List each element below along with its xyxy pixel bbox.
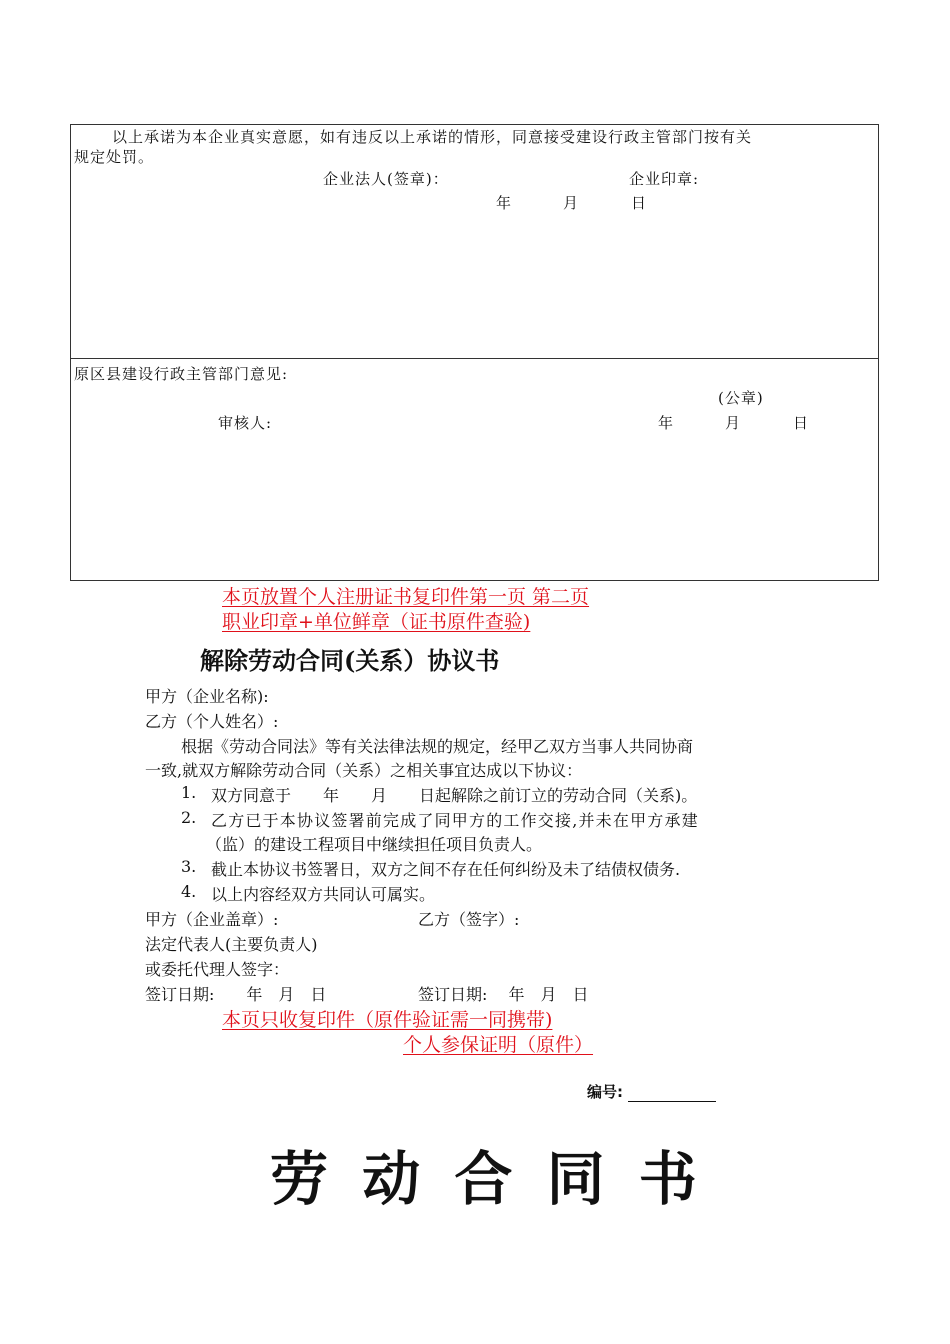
item-text: 以上内容经双方共同认可属实。	[211, 885, 436, 904]
contract-number-blank	[628, 1087, 716, 1102]
date-day-label: 日	[631, 194, 648, 212]
contract-number-label: 编号:	[587, 1083, 623, 1101]
item-number: 1.	[181, 783, 197, 802]
enterprise-seal-label: 企业印章:	[629, 170, 700, 188]
note-copy-only: 本页只收复印件（原件验证需一同携带)	[222, 1009, 553, 1031]
item-number: 4.	[181, 882, 197, 901]
contract-title: 劳 动 合 同 书	[270, 1145, 697, 1213]
agreement-title: 解除劳动合同(关系）协议书	[200, 646, 500, 675]
opinion-day-label: 日	[793, 414, 810, 432]
commitment-text-line2: 规定处罚。	[74, 148, 155, 166]
opinion-heading: 原区县建设行政主管部门意见:	[74, 365, 289, 383]
date-year-label: 年	[496, 194, 513, 212]
note-seal-verification: 职业印章+单位鲜章（证书原件查验)	[222, 611, 531, 633]
legal-rep-signature-label: 企业法人(签章)：	[323, 170, 449, 188]
agent-signature-label: 或委托代理人签字：	[145, 960, 290, 979]
item-text: 截止本协议书签署日，双方之间不存在任何纠纷及未了结债权债务.	[211, 860, 681, 879]
item-number: 2.	[181, 808, 197, 827]
sign-date-b: 签订日期: 年 月 日	[418, 985, 589, 1004]
item-text-continued: （监）的建设工程项目中继续担任项目负责人。	[206, 835, 543, 854]
note-insurance-proof: 个人参保证明（原件）	[403, 1034, 594, 1056]
opinion-year-label: 年	[658, 414, 675, 432]
party-a-label: 甲方（企业名称):	[145, 687, 269, 706]
item-text: 双方同意于 年 月 日起解除之前订立的劳动合同（关系)。	[211, 786, 698, 805]
party-b-label: 乙方（个人姓名）:	[145, 712, 279, 731]
contract-number-field	[587, 1081, 716, 1102]
opinion-month-label: 月	[725, 414, 742, 432]
official-seal-label: (公章)	[718, 389, 764, 407]
commitment-box	[70, 124, 879, 359]
reviewer-label: 审核人:	[218, 414, 273, 432]
agreement-intro-line1: 根据《劳动合同法》等有关法律法规的规定，经甲乙双方当事人共同协商	[181, 737, 694, 756]
legal-representative-label: 法定代表人(主要负责人)	[145, 935, 318, 954]
commitment-text-line1: 以上承诺为本企业真实意愿，如有违反以上承诺的情形，同意接受建设行政主管部门按有关	[112, 128, 753, 146]
date-month-label: 月	[563, 194, 580, 212]
sign-party-a-label: 甲方（企业盖章）:	[145, 910, 279, 929]
sign-party-b-label: 乙方（签字）:	[418, 910, 520, 929]
sign-date-a: 签订日期: 年 月 日	[145, 985, 327, 1004]
item-text: 乙方已于本协议签署前完成了同甲方的工作交接,并未在甲方承建	[211, 811, 699, 830]
agreement-intro-line2: 一致,就双方解除劳动合同（关系）之相关事宜达成以下协议：	[145, 761, 583, 780]
note-certificate-copy: 本页放置个人注册证书复印件第一页 第二页	[222, 586, 590, 608]
item-number: 3.	[181, 857, 197, 876]
